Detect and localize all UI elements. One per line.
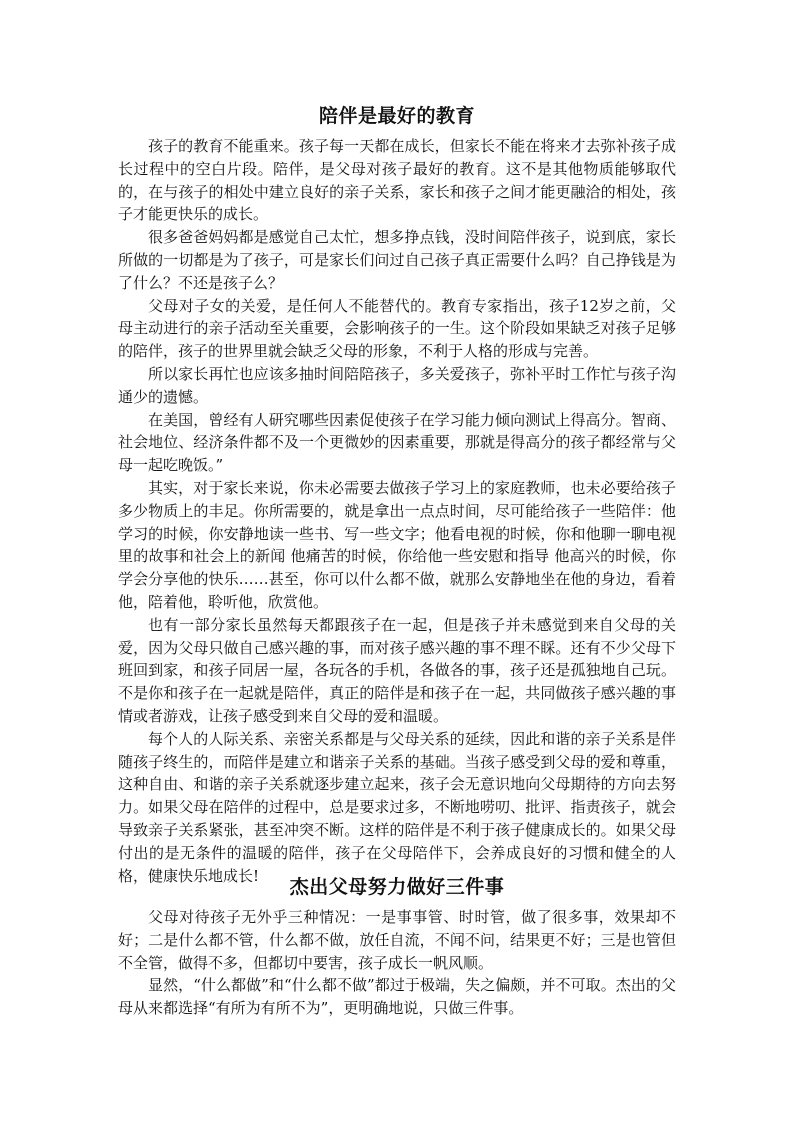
paragraph: 所以家长再忙也应该多抽时间陪陪孩子，多关爱孩子，弥补平时工作忙与孩子沟通少的遗憾。	[118, 364, 676, 406]
article-title: 陪伴是最好的教育	[318, 105, 475, 127]
paragraph: 父母对待孩子无外乎三种情况：一是事事管、时时管，做了很多事，效果却不好；二是什么都不管，什么都不做，放任自流，不闻不问，结果更不好；三是也管但不全管，做得不多，但都切中要害，孩子成长一帆风顺。	[118, 908, 676, 972]
paragraph: 每个人的人际关系、亲密关系都是与父母关系的延续，因此和谐的亲子关系是伴随孩子终生的，而陪伴是建立和谐亲子关系的基础。当孩子感受到父母的爱和尊重，这种自由、和谐的亲子关系就逐步建立起来，孩子会无意识地向父母期待的方向去努力。如果父母在陪伴的过程中，总是要求过多，不断地唠叨、批评、指责孩子，就会导致亲子关系紧张，甚至冲突不断。这样的陪伴是不利于孩子健康成长的。如果父母付出的是无条件的温暖的陪伴，孩子在父母陪伴下，会养成良好的习惯和健全的人格，健康快乐地成长!	[118, 729, 676, 885]
paragraph: 在美国，曾经有人研究哪些因素促使孩子在学习能力倾向测试上得高分。智商、社会地位、经济条件都不及一个更微妙的因素重要，那就是得高分的孩子都经常与父母一起吃晚饭。”	[118, 410, 676, 475]
paragraph: 父母对子女的关爱，是任何人不能替代的。教育专家指出，孩子12岁之前，父母主动进行的亲子活动至关重要，会影响孩子的一生。这个阶段如果缺乏对孩子足够的陪伴，孩子的世界里就会缺乏父母的形象，不利于人格的形成与完善。	[118, 296, 676, 361]
paragraph: 很多爸爸妈妈都是感觉自己太忙，想多挣点钱，没时间陪伴孩子，说到底，家长所做的一切都是为了孩子，可是家长们问过自己孩子真正需要什么吗？自己挣钱是为了什么？不还是孩子么？	[118, 228, 676, 292]
paragraph: 其实，对于家长来说，你未必需要去做孩子学习上的家庭教师，也未必要给孩子多少物质上的丰足。你所需要的，就是拿出一点点时间，尽可能给孩子一些陪伴：他学习的时候，你安静地读一些书、写一些文字；他看电视的时候，你和他聊一聊电视里的故事和社会上的新闻 他痛苦的时候，你给他一些安慰和指导 他高兴的时候，你学会分享他的快乐……甚至，你可以什么都不做，就那么安静地坐在他的身边，看着他，陪着他，聆听他，欣赏他。	[118, 478, 676, 611]
article-section-three-things	[118, 874, 676, 1020]
article-section-companionship	[118, 103, 676, 887]
paragraph: 孩子的教育不能重来。孩子每一天都在成长，但家长不能在将来才去弥补孩子成长过程中的空白片段。陪伴，是父母对孩子最好的教育。这不是其他物质能够取代的，在与孩子的相处中建立良好的亲子关系，家长和孩子之间才能更融洽的相处，孩子才能更快乐的成长。	[118, 137, 676, 224]
paragraph: 也有一部分家长虽然每天都跟孩子在一起，但是孩子并未感觉到来自父母的关爱，因为父母只做自己感兴趣的事，而对孩子感兴趣的事不理不睬。还有不少父母下班回到家，和孩子同居一屋，各玩各的手机，各做各的事，孩子还是孤独地自己玩。不是你和孩子在一起就是陪伴，真正的陪伴是和孩子在一起，共同做孩子感兴趣的事情或者游戏，让孩子感受到来自父母的爱和温暖。	[118, 615, 676, 725]
paragraph: 显然，“什么都做”和“什么都不做”都过于极端，失之偏颇，并不可取。杰出的父母从来都选择“有所为有所不为”，更明确地说，只做三件事。	[118, 976, 676, 1018]
article-title: 杰出父母努力做好三件事	[289, 876, 505, 898]
